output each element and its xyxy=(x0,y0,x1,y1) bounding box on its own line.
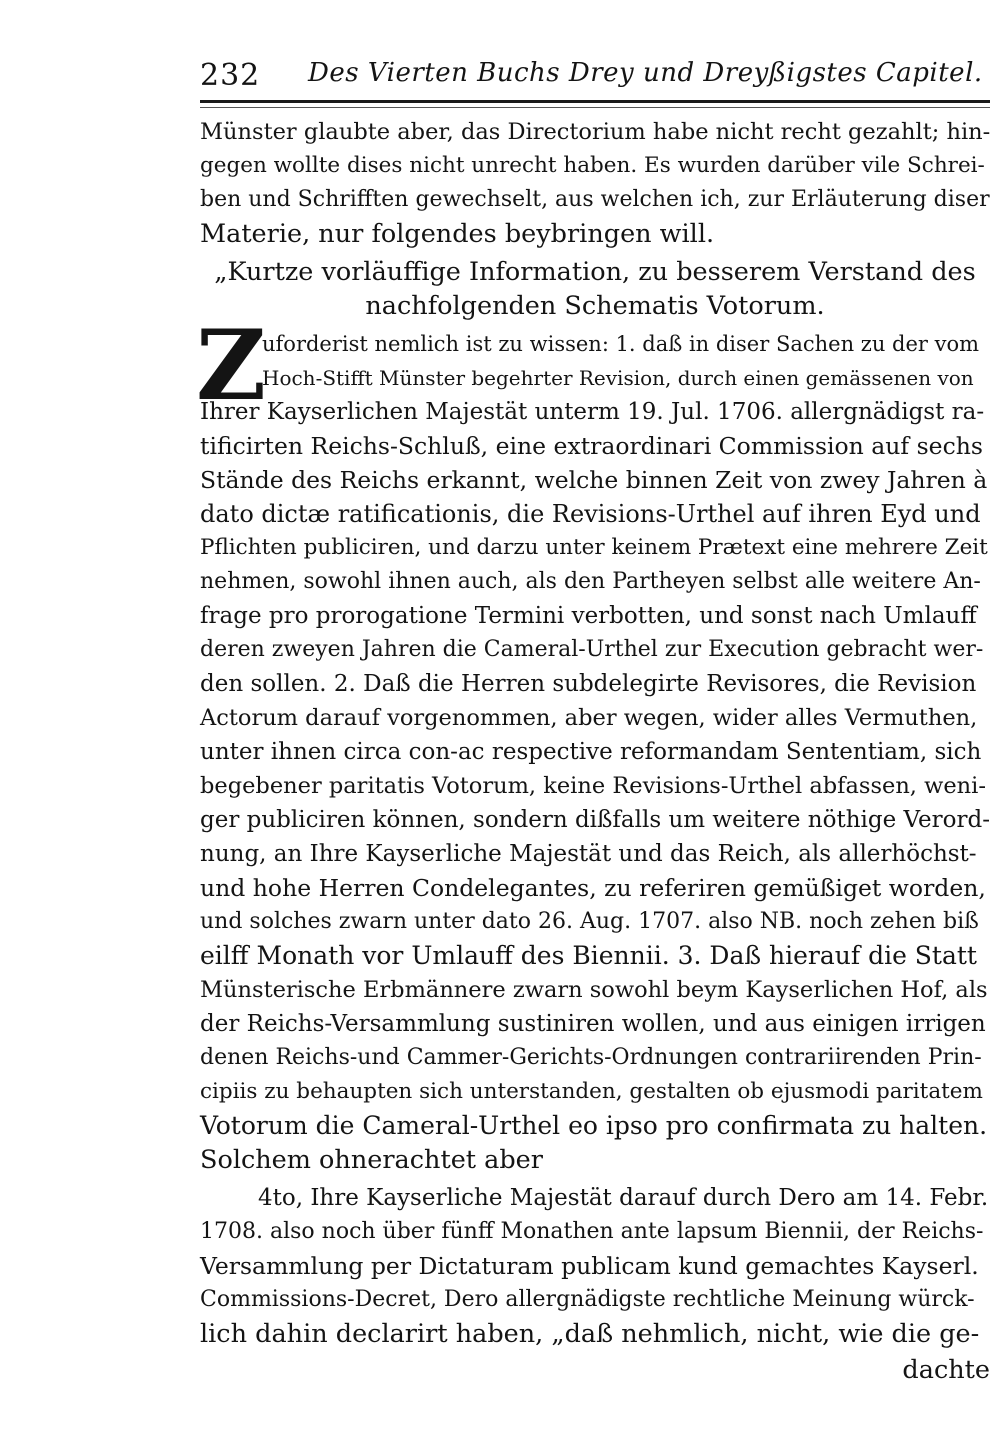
header-rule xyxy=(200,100,990,103)
text-line: Commissions-Decret, Dero allergnädigste rechtliche Meinung würck- xyxy=(200,1287,975,1312)
text-line: nung, an Ihre Kayserliche Majestät und das Reich, als allerhöchst- xyxy=(200,841,977,867)
text-line: Münster glaubte aber, das Directorium habe nicht recht gezahlt; hin- xyxy=(200,119,991,145)
text-line: gegen wollte dises nicht unrecht haben. Es wurden darüber vile Schrei- xyxy=(200,153,985,178)
text-line: deren zweyen Jahren die Cameral-Urthel zur Execution gebracht wer- xyxy=(200,637,984,662)
text-line: Ihrer Kayserlichen Majestät unterm 19. Jul. 1706. allergnädigst ra- xyxy=(200,399,985,425)
text-line: nehmen, sowohl ihnen auch, als den Partheyen selbst alle weitere An- xyxy=(200,569,981,594)
text-line: 1708. also noch über fünff Monathen ante lapsum Biennii, der Reichs- xyxy=(200,1219,984,1244)
page-number: 232 xyxy=(200,58,261,93)
page-header xyxy=(200,52,990,96)
text-line: Solchem ohnerachtet aber xyxy=(200,1145,543,1175)
text-line: ger publiciren können, sondern dißfalls um weitere nöthige Verord- xyxy=(200,807,990,833)
text-line: eilff Monath vor Umlauff des Biennii. 3. Daß hierauf die Statt xyxy=(200,941,977,970)
catchword: dachte xyxy=(902,1355,990,1385)
text-line: dato dictæ ratificationis, die Revisions-Urthel auf ihren Eyd und xyxy=(200,500,981,528)
section-heading-line: „Kurtze vorläuffige Information, zu besserem Verstand des xyxy=(214,257,976,287)
text-line: Stände des Reichs erkannt, welche binnen Zeit von zwey Jahren à xyxy=(200,466,988,494)
text-line: Actorum darauf vorgenommen, aber wegen, wider alles Vermuthen, xyxy=(200,705,978,731)
text-line: frage pro prorogatione Termini verbotten, und sonst nach Umlauff xyxy=(200,603,977,629)
text-line: Münsterische Erbmännere zwarn sowohl beym Kayserlichen Hof, als xyxy=(200,977,988,1003)
text-line: lich dahin declarirt haben, „daß nehmlich, nicht, wie die ge- xyxy=(200,1319,980,1349)
text-line: unter ihnen circa con-ac respective reformandam Sententiam, sich xyxy=(200,739,982,765)
text-line: Votorum die Cameral-Urthel eo ipso pro confirmata zu halten. xyxy=(200,1111,988,1140)
text-line: 4to, Ihre Kayserliche Majestät darauf durch Dero am 14. Febr. xyxy=(258,1185,989,1211)
section-heading-line: nachfolgenden Schematis Votorum. xyxy=(365,291,825,321)
text-line: den sollen. 2. Daß die Herren subdelegirte Revisores, die Revision xyxy=(200,671,977,697)
running-title: Des Vierten Buchs Drey und Dreyßigstes Capitel. xyxy=(308,58,983,88)
text-line: denen Reichs-und Cammer-Gerichts-Ordnungen contrariirenden Prin- xyxy=(200,1045,982,1070)
text-line: uforderist nemlich ist zu wissen: 1. daß in diser Sachen zu der vom xyxy=(262,332,980,356)
text-line: Pflichten publiciren, und darzu unter keinem Prætext eine mehrere Zeit xyxy=(200,535,988,560)
text-line: Hoch-Stifft Münster begehrter Revision, durch einen gemässenen von xyxy=(262,366,974,390)
text-line: ben und Schrifften gewechselt, aus welchen ich, zur Erläuterung diser xyxy=(200,187,990,212)
text-line: tificirten Reichs-Schluß, eine extraordinari Commission auf sechs xyxy=(200,432,983,460)
text-line: und hohe Herren Condelegantes, zu referiren gemüßiget worden, xyxy=(200,874,986,902)
text-line: Versammlung per Dictaturam publicam kund gemachtes Kayserl. xyxy=(200,1252,979,1280)
text-line: begebener paritatis Votorum, keine Revisions-Urthel abfassen, weni- xyxy=(200,773,986,799)
drop-cap: Z xyxy=(196,309,267,422)
text-line: Materie, nur folgendes beybringen will. xyxy=(200,219,715,249)
text-line: der Reichs-Versammlung sustiniren wollen, und aus einigen irrigen xyxy=(200,1011,986,1037)
text-line: cipiis zu behaupten sich unterstanden, gestalten ob ejusmodi paritatem xyxy=(200,1079,983,1104)
text-line: und solches zwarn unter dato 26. Aug. 1707. also NB. noch zehen biß xyxy=(200,909,979,934)
header-rule-thin xyxy=(200,107,990,108)
